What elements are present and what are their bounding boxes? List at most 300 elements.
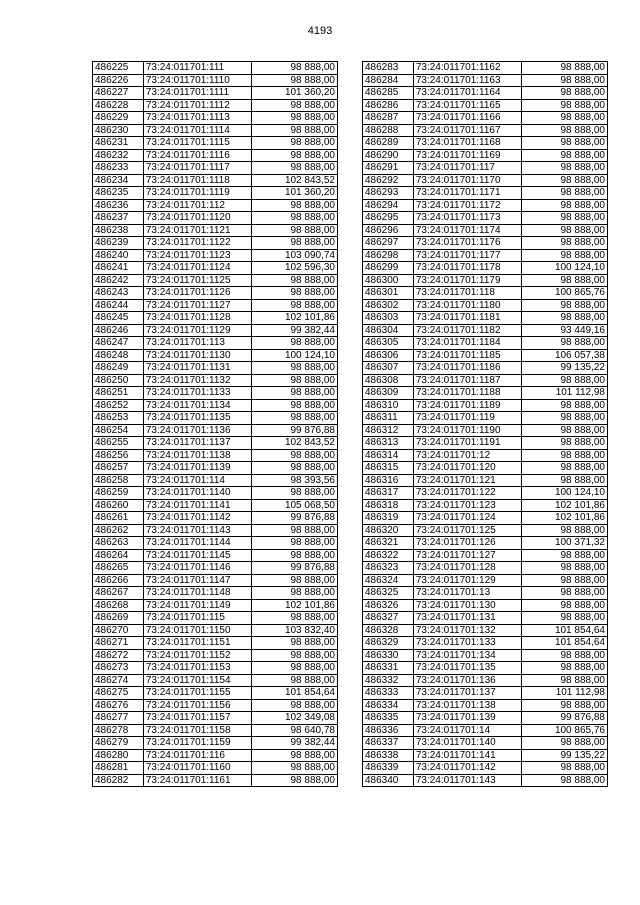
cadastral-number: 73:24:011701:1137	[143, 437, 251, 450]
table-row	[363, 287, 608, 300]
record-number: 486242	[93, 274, 144, 287]
record-number: 486233	[93, 162, 144, 175]
table-row	[93, 649, 338, 662]
record-number: 486321	[363, 537, 414, 550]
table-row	[363, 337, 608, 350]
record-number: 486330	[363, 649, 414, 662]
cadastral-value: 98 888,00	[251, 99, 337, 112]
cadastral-value: 98 888,00	[521, 612, 607, 625]
cadastral-number: 73:24:011701:113	[143, 337, 251, 350]
table-row	[363, 637, 608, 650]
table-row	[363, 512, 608, 525]
cadastral-value: 98 888,00	[521, 99, 607, 112]
cadastral-value: 98 888,00	[251, 149, 337, 162]
record-number: 486265	[93, 562, 144, 575]
cadastral-value: 98 888,00	[521, 462, 607, 475]
cadastral-value: 102 843,52	[251, 174, 337, 187]
cadastral-value: 98 888,00	[251, 199, 337, 212]
record-number: 486298	[363, 249, 414, 262]
cadastral-value: 98 888,00	[521, 299, 607, 312]
cadastral-number: 73:24:011701:121	[413, 474, 521, 487]
record-number: 486273	[93, 662, 144, 675]
record-number: 486332	[363, 674, 414, 687]
table-row	[93, 174, 338, 187]
record-number: 486290	[363, 149, 414, 162]
record-number: 486306	[363, 349, 414, 362]
cadastral-value: 99 135,22	[521, 362, 607, 375]
table-row	[93, 712, 338, 725]
record-number: 486227	[93, 87, 144, 100]
table-row	[363, 587, 608, 600]
table-row	[363, 499, 608, 512]
cadastral-value: 98 888,00	[521, 437, 607, 450]
cadastral-value: 98 888,00	[251, 374, 337, 387]
record-number: 486238	[93, 224, 144, 237]
table-row	[363, 212, 608, 225]
table-row	[363, 762, 608, 775]
record-number: 486293	[363, 187, 414, 200]
cadastral-number: 73:24:011701:1157	[143, 712, 251, 725]
cadastral-value: 105 068,50	[251, 499, 337, 512]
record-number: 486240	[93, 249, 144, 262]
cadastral-number: 73:24:011701:1119	[143, 187, 251, 200]
record-number: 486229	[93, 112, 144, 125]
cadastral-value: 98 888,00	[251, 549, 337, 562]
table-row	[363, 137, 608, 150]
record-number: 486338	[363, 749, 414, 762]
table-row	[93, 499, 338, 512]
record-number: 486314	[363, 449, 414, 462]
cadastral-value: 99 135,22	[521, 749, 607, 762]
cadastral-number: 73:24:011701:1132	[143, 374, 251, 387]
record-number: 486283	[363, 62, 414, 75]
table-row	[93, 387, 338, 400]
record-number: 486312	[363, 424, 414, 437]
cadastral-value: 98 888,00	[521, 662, 607, 675]
cadastral-number: 73:24:011701:1177	[413, 249, 521, 262]
record-number: 486266	[93, 574, 144, 587]
cadastral-number: 73:24:011701:1190	[413, 424, 521, 437]
record-number: 486304	[363, 324, 414, 337]
cadastral-value: 103 090,74	[251, 249, 337, 262]
record-number: 486255	[93, 437, 144, 450]
table-row	[363, 149, 608, 162]
cadastral-number: 73:24:011701:1152	[143, 649, 251, 662]
record-number: 486331	[363, 662, 414, 675]
cadastral-number: 73:24:011701:1176	[413, 237, 521, 250]
cadastral-value: 98 640,78	[251, 724, 337, 737]
table-row	[93, 349, 338, 362]
table-row	[363, 374, 608, 387]
table-row	[363, 412, 608, 425]
table-row	[363, 437, 608, 450]
record-number: 486319	[363, 512, 414, 525]
table-row	[363, 574, 608, 587]
table-row	[363, 124, 608, 137]
cadastral-number: 73:24:011701:1113	[143, 112, 251, 125]
cadastral-value: 98 888,00	[521, 62, 607, 75]
cadastral-value: 102 349,08	[251, 712, 337, 725]
table-row	[93, 262, 338, 275]
cadastral-number: 73:24:011701:111	[143, 62, 251, 75]
cadastral-value: 99 876,88	[251, 424, 337, 437]
cadastral-value: 98 888,00	[521, 74, 607, 87]
record-number: 486327	[363, 612, 414, 625]
cadastral-value: 98 888,00	[251, 124, 337, 137]
cadastral-value: 98 888,00	[251, 112, 337, 125]
cadastral-value: 98 888,00	[521, 587, 607, 600]
cadastral-number: 73:24:011701:1150	[143, 624, 251, 637]
cadastral-value: 98 888,00	[251, 612, 337, 625]
record-number: 486243	[93, 287, 144, 300]
cadastral-number: 73:24:011701:1117	[143, 162, 251, 175]
record-number: 486289	[363, 137, 414, 150]
cadastral-number: 73:24:011701:122	[413, 487, 521, 500]
record-number: 486324	[363, 574, 414, 587]
cadastral-value: 102 843,52	[251, 437, 337, 450]
cadastral-number: 73:24:011701:1174	[413, 224, 521, 237]
record-number: 486339	[363, 762, 414, 775]
table-row	[93, 112, 338, 125]
table-row	[363, 737, 608, 750]
cadastral-value: 98 888,00	[521, 424, 607, 437]
table-row	[363, 774, 608, 787]
record-number: 486249	[93, 362, 144, 375]
records-table-right	[362, 61, 608, 787]
cadastral-value: 100 371,32	[521, 537, 607, 550]
record-number: 486320	[363, 524, 414, 537]
record-number: 486317	[363, 487, 414, 500]
cadastral-number: 73:24:011701:1133	[143, 387, 251, 400]
record-number: 486300	[363, 274, 414, 287]
cadastral-value: 98 888,00	[251, 224, 337, 237]
cadastral-number: 73:24:011701:1170	[413, 174, 521, 187]
cadastral-value: 101 360,20	[251, 87, 337, 100]
record-number: 486277	[93, 712, 144, 725]
cadastral-number: 73:24:011701:1160	[143, 762, 251, 775]
record-number: 486328	[363, 624, 414, 637]
cadastral-number: 73:24:011701:1179	[413, 274, 521, 287]
record-number: 486326	[363, 599, 414, 612]
record-number: 486281	[93, 762, 144, 775]
cadastral-value: 98 888,00	[521, 562, 607, 575]
table-row	[93, 324, 338, 337]
record-number: 486234	[93, 174, 144, 187]
cadastral-value: 102 101,86	[521, 512, 607, 525]
cadastral-value: 98 888,00	[251, 574, 337, 587]
table-row	[363, 112, 608, 125]
cadastral-value: 98 888,00	[251, 137, 337, 150]
cadastral-number: 73:24:011701:1124	[143, 262, 251, 275]
table-row	[363, 237, 608, 250]
record-number: 486282	[93, 774, 144, 787]
cadastral-value: 98 888,00	[251, 537, 337, 550]
cadastral-number: 73:24:011701:1131	[143, 362, 251, 375]
record-number: 486237	[93, 212, 144, 225]
record-number: 486258	[93, 474, 144, 487]
cadastral-value: 98 888,00	[521, 674, 607, 687]
cadastral-value: 98 393,56	[251, 474, 337, 487]
cadastral-number: 73:24:011701:1162	[413, 62, 521, 75]
cadastral-number: 73:24:011701:127	[413, 549, 521, 562]
cadastral-value: 98 888,00	[251, 637, 337, 650]
cadastral-value: 98 888,00	[251, 399, 337, 412]
table-row	[93, 487, 338, 500]
table-row	[93, 199, 338, 212]
cadastral-number: 73:24:011701:1178	[413, 262, 521, 275]
cadastral-value: 100 124,10	[521, 262, 607, 275]
cadastral-value: 100 865,76	[521, 724, 607, 737]
record-number: 486299	[363, 262, 414, 275]
cadastral-value: 98 888,00	[521, 412, 607, 425]
table-row	[93, 612, 338, 625]
record-number: 486340	[363, 774, 414, 787]
cadastral-number: 73:24:011701:1125	[143, 274, 251, 287]
page-number: 4193	[307, 25, 333, 37]
cadastral-number: 73:24:011701:137	[413, 687, 521, 700]
cadastral-value: 98 888,00	[521, 274, 607, 287]
table-row	[363, 474, 608, 487]
record-number: 486285	[363, 87, 414, 100]
cadastral-number: 73:24:011701:142	[413, 762, 521, 775]
record-number: 486287	[363, 112, 414, 125]
record-number: 486272	[93, 649, 144, 662]
cadastral-number: 73:24:011701:1116	[143, 149, 251, 162]
cadastral-number: 73:24:011701:136	[413, 674, 521, 687]
cadastral-number: 73:24:011701:1161	[143, 774, 251, 787]
table-row	[363, 349, 608, 362]
table-row	[363, 99, 608, 112]
record-number: 486278	[93, 724, 144, 737]
table-row	[363, 724, 608, 737]
record-number: 486232	[93, 149, 144, 162]
record-number: 486294	[363, 199, 414, 212]
table-row	[363, 487, 608, 500]
table-row	[93, 224, 338, 237]
cadastral-number: 73:24:011701:140	[413, 737, 521, 750]
record-number: 486295	[363, 212, 414, 225]
table-row	[93, 124, 338, 137]
table-row	[363, 687, 608, 700]
record-number: 486315	[363, 462, 414, 475]
record-number: 486244	[93, 299, 144, 312]
cadastral-value: 98 888,00	[521, 774, 607, 787]
cadastral-number: 73:24:011701:114	[143, 474, 251, 487]
cadastral-value: 98 888,00	[251, 299, 337, 312]
cadastral-value: 99 382,44	[251, 737, 337, 750]
table-row	[93, 749, 338, 762]
cadastral-number: 73:24:011701:1147	[143, 574, 251, 587]
table-row	[93, 599, 338, 612]
cadastral-value: 98 888,00	[251, 387, 337, 400]
cadastral-number: 73:24:011701:1154	[143, 674, 251, 687]
cadastral-number: 73:24:011701:1151	[143, 637, 251, 650]
record-number: 486284	[363, 74, 414, 87]
cadastral-value: 102 101,86	[251, 599, 337, 612]
record-number: 486276	[93, 699, 144, 712]
record-number: 486292	[363, 174, 414, 187]
record-number: 486274	[93, 674, 144, 687]
cadastral-number: 73:24:011701:120	[413, 462, 521, 475]
record-number: 486303	[363, 312, 414, 325]
cadastral-number: 73:24:011701:1166	[413, 112, 521, 125]
cadastral-number: 73:24:011701:134	[413, 649, 521, 662]
record-number: 486311	[363, 412, 414, 425]
cadastral-value: 98 888,00	[521, 449, 607, 462]
cadastral-value: 99 876,88	[521, 712, 607, 725]
cadastral-value: 98 888,00	[251, 362, 337, 375]
cadastral-number: 73:24:011701:1165	[413, 99, 521, 112]
cadastral-number: 73:24:011701:1168	[413, 137, 521, 150]
records-table-left	[92, 61, 338, 787]
record-number: 486275	[93, 687, 144, 700]
record-number: 486297	[363, 237, 414, 250]
cadastral-number: 73:24:011701:1138	[143, 449, 251, 462]
cadastral-value: 101 854,64	[521, 637, 607, 650]
cadastral-number: 73:24:011701:1173	[413, 212, 521, 225]
record-number: 486307	[363, 362, 414, 375]
record-number: 486310	[363, 399, 414, 412]
cadastral-value: 98 888,00	[251, 662, 337, 675]
cadastral-value: 98 888,00	[251, 762, 337, 775]
table-row	[93, 462, 338, 475]
cadastral-value: 98 888,00	[521, 762, 607, 775]
table-row	[363, 162, 608, 175]
record-number: 486261	[93, 512, 144, 525]
cadastral-value: 102 596,30	[251, 262, 337, 275]
table-row	[363, 699, 608, 712]
record-number: 486286	[363, 99, 414, 112]
record-number: 486239	[93, 237, 144, 250]
table-row	[363, 562, 608, 575]
table-row	[363, 62, 608, 75]
cadastral-number: 73:24:011701:1127	[143, 299, 251, 312]
cadastral-value: 98 888,00	[251, 162, 337, 175]
record-number: 486251	[93, 387, 144, 400]
record-number: 486230	[93, 124, 144, 137]
cadastral-number: 73:24:011701:1123	[143, 249, 251, 262]
cadastral-number: 73:24:011701:1115	[143, 137, 251, 150]
record-number: 486308	[363, 374, 414, 387]
cadastral-number: 73:24:011701:118	[413, 287, 521, 300]
cadastral-number: 73:24:011701:1135	[143, 412, 251, 425]
record-number: 486334	[363, 699, 414, 712]
cadastral-number: 73:24:011701:128	[413, 562, 521, 575]
cadastral-number: 73:24:011701:1184	[413, 337, 521, 350]
record-number: 486271	[93, 637, 144, 650]
cadastral-number: 73:24:011701:130	[413, 599, 521, 612]
record-number: 486257	[93, 462, 144, 475]
cadastral-value: 101 112,98	[521, 387, 607, 400]
record-number: 486226	[93, 74, 144, 87]
record-number: 486333	[363, 687, 414, 700]
table-row	[93, 674, 338, 687]
cadastral-value: 98 888,00	[521, 312, 607, 325]
table-row	[93, 299, 338, 312]
record-number: 486263	[93, 537, 144, 550]
cadastral-number: 73:24:011701:13	[413, 587, 521, 600]
cadastral-number: 73:24:011701:1121	[143, 224, 251, 237]
table-row	[363, 612, 608, 625]
table-row	[93, 424, 338, 437]
cadastral-number: 73:24:011701:1158	[143, 724, 251, 737]
cadastral-number: 73:24:011701:1171	[413, 187, 521, 200]
record-number: 486279	[93, 737, 144, 750]
table-row	[363, 549, 608, 562]
record-number: 486305	[363, 337, 414, 350]
table-row	[363, 537, 608, 550]
cadastral-number: 73:24:011701:1122	[143, 237, 251, 250]
table-row	[363, 174, 608, 187]
table-row	[93, 449, 338, 462]
record-number: 486231	[93, 137, 144, 150]
table-row	[363, 524, 608, 537]
cadastral-value: 98 888,00	[251, 74, 337, 87]
cadastral-number: 73:24:011701:139	[413, 712, 521, 725]
table-row	[363, 199, 608, 212]
table-row	[93, 187, 338, 200]
table-row	[93, 399, 338, 412]
cadastral-value: 106 057,38	[521, 349, 607, 362]
table-row	[363, 187, 608, 200]
cadastral-value: 99 876,88	[251, 562, 337, 575]
table-row	[93, 274, 338, 287]
cadastral-number: 73:24:011701:1126	[143, 287, 251, 300]
cadastral-number: 73:24:011701:1163	[413, 74, 521, 87]
record-number: 486335	[363, 712, 414, 725]
cadastral-value: 98 888,00	[251, 649, 337, 662]
table-row	[93, 312, 338, 325]
cadastral-value: 98 888,00	[521, 737, 607, 750]
cadastral-number: 73:24:011701:1156	[143, 699, 251, 712]
cadastral-value: 98 888,00	[251, 674, 337, 687]
cadastral-number: 73:24:011701:1142	[143, 512, 251, 525]
record-number: 486225	[93, 62, 144, 75]
cadastral-value: 98 888,00	[521, 87, 607, 100]
record-number: 486268	[93, 599, 144, 612]
table-row	[363, 449, 608, 462]
cadastral-number: 73:24:011701:138	[413, 699, 521, 712]
record-number: 486329	[363, 637, 414, 650]
cadastral-value: 98 888,00	[521, 524, 607, 537]
cadastral-value: 98 888,00	[521, 212, 607, 225]
table-row	[93, 662, 338, 675]
record-number: 486264	[93, 549, 144, 562]
table-row	[363, 674, 608, 687]
table-row	[93, 62, 338, 75]
cadastral-value: 98 888,00	[521, 699, 607, 712]
table-row	[93, 74, 338, 87]
cadastral-value: 98 888,00	[251, 337, 337, 350]
cadastral-value: 98 888,00	[521, 249, 607, 262]
table-row	[93, 549, 338, 562]
table-row	[93, 374, 338, 387]
table-row	[363, 662, 608, 675]
cadastral-value: 98 888,00	[521, 649, 607, 662]
cadastral-value: 98 888,00	[251, 287, 337, 300]
table-row	[93, 562, 338, 575]
cadastral-number: 73:24:011701:12	[413, 449, 521, 462]
cadastral-value: 98 888,00	[521, 224, 607, 237]
cadastral-value: 98 888,00	[251, 524, 337, 537]
cadastral-value: 98 888,00	[521, 599, 607, 612]
table-row	[93, 212, 338, 225]
cadastral-number: 73:24:011701:1153	[143, 662, 251, 675]
cadastral-value: 103 832,40	[251, 624, 337, 637]
record-number: 486248	[93, 349, 144, 362]
cadastral-value: 98 888,00	[251, 587, 337, 600]
table-row	[363, 274, 608, 287]
